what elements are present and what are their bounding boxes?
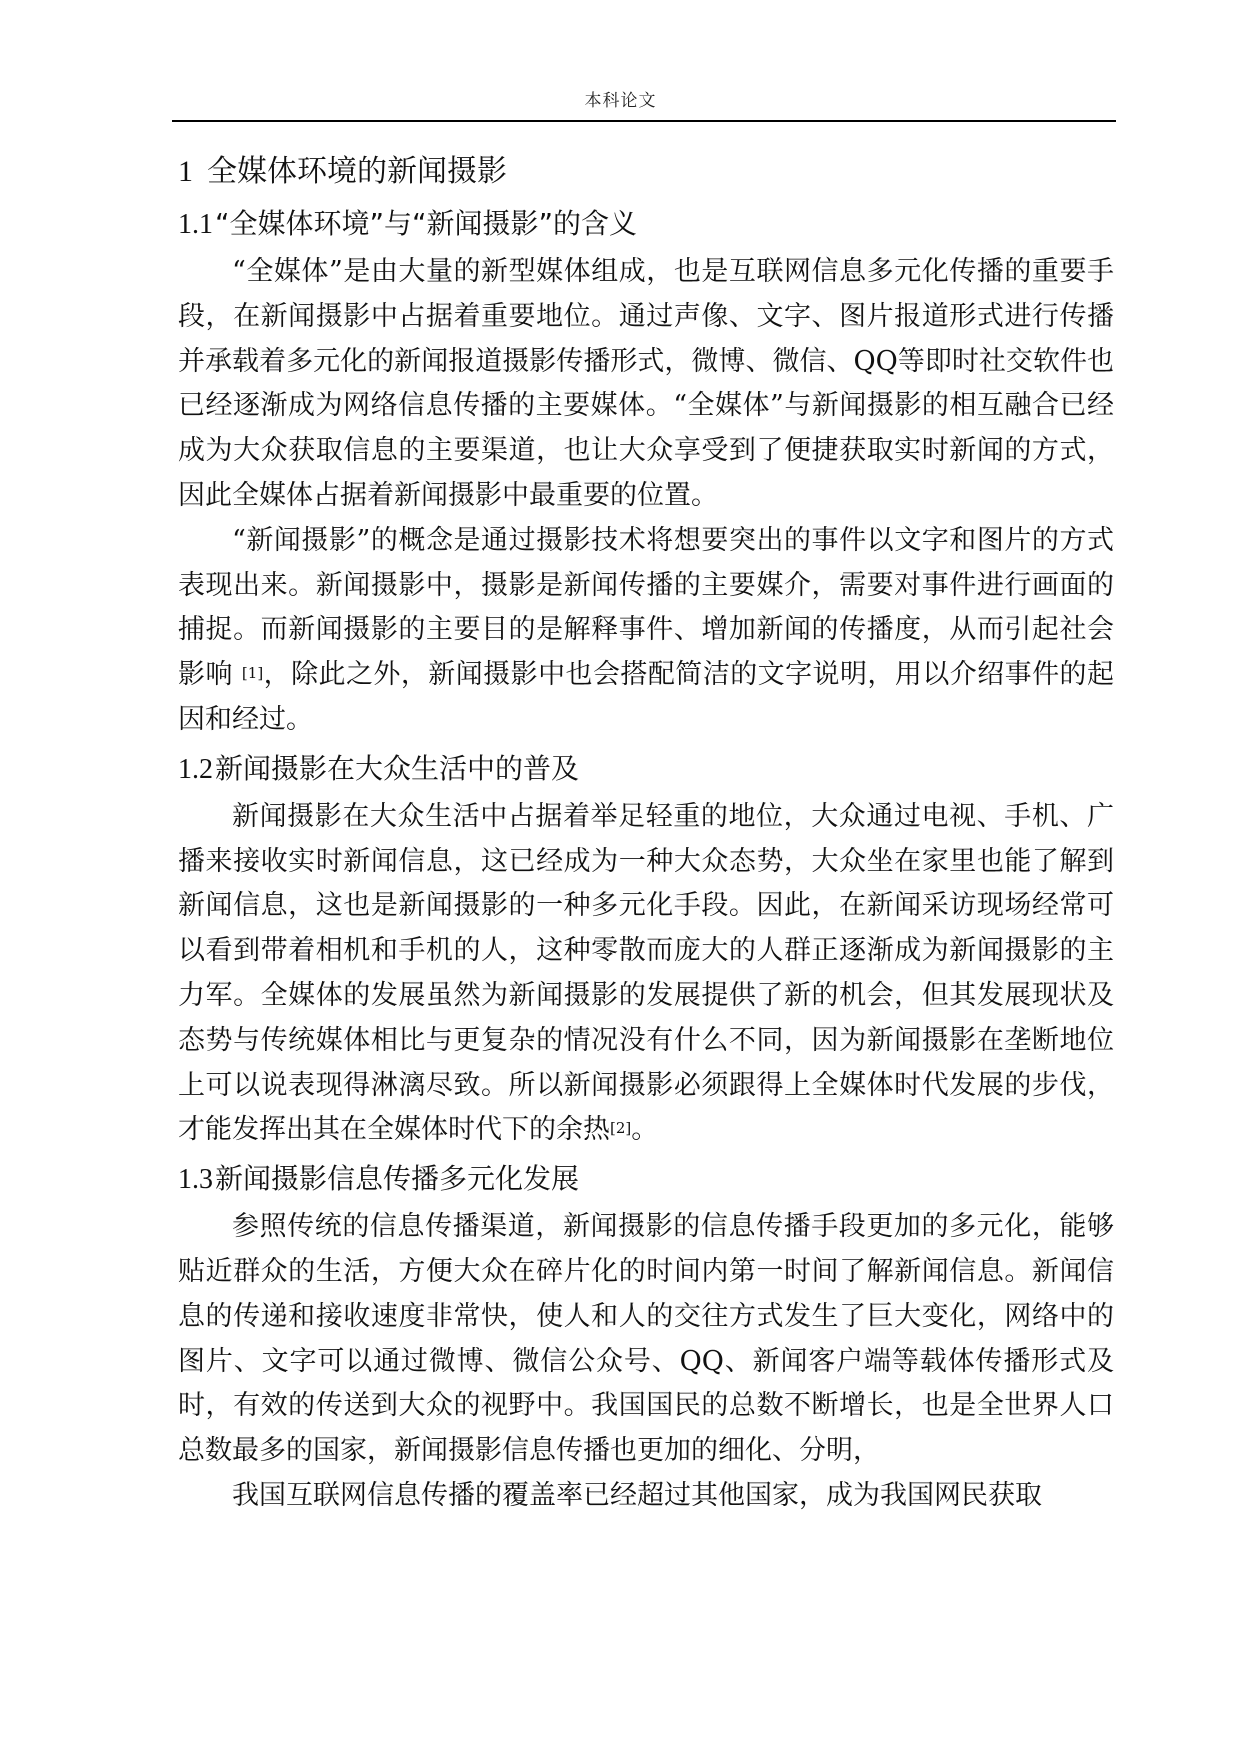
header-rule xyxy=(172,120,1116,122)
section-1-1-paragraph-2-text-a: “新闻摄影”的概念是通过摄影技术将想要突出的事件以文字和图片的方式表现出来。新闻摄影中，摄影是新闻传播的主要媒介，需要对事件进行画面的捕捉。而新闻摄影的主要目的是解释事件、增加新闻的传播度，从而引起社会影响 xyxy=(178,524,1114,691)
section-1-2-title: 新闻摄影在大众生活中的普及 xyxy=(215,751,580,785)
section-1-1-paragraph-1: “全媒体”是由大量的新型媒体组成，也是互联网信息多元化传播的重要手段，在新闻摄影中占据着重要地位。通过声像、文字、图片报道形式进行传播并承载着多元化的新闻报道摄影传播形式，微博、微信、QQ等即时社交软件也已经逐渐成为网络信息传播的主要媒体。“全媒体”与新闻摄影的相互融合已经成为大众获取信息的主要渠道，也让大众享受到了便捷获取实时新闻的方式，因此全媒体占据着新闻摄影中最重要的位置。 xyxy=(178,256,1114,511)
section-1-2-heading xyxy=(178,743,1114,795)
section-1-1-paragraph-2 xyxy=(178,519,1114,743)
section-1-1-paragraph-2-text-b: ，除此之外，新闻摄影中也会搭配简洁的文字说明，用以介绍事件的起因和经过。 xyxy=(178,659,1114,735)
section-1-2-paragraph-1-text-a: 新闻摄影在大众生活中占据着举足轻重的地位，大众通过电视、手机、广播来接收实时新闻信息，这已经成为一种大众态势，大众坐在家里也能了解到新闻信息，这也是新闻摄影的一种多元化手段。因此，在新闻采访现场经常可以看到带着相机和手机的人，这种零散而庞大的人群正逐渐成为新闻摄影的主力军。全媒体的发展虽然为新闻摄影的发展提供了新的机会，但其发展现状及态势与传统媒体相比与更复杂的情况没有什么不同，因为新闻摄影在垄断地位上可以说表现得淋漓尽致。所以新闻摄影必须跟得上全媒体时代发展的步伐，才能发挥出其在全媒体时代下的余热 xyxy=(178,800,1114,1146)
section-1-3-heading xyxy=(178,1153,1114,1205)
section-1-2-paragraph-1-text-b: 。 xyxy=(631,1114,659,1146)
section-1-1-number: 1.1 xyxy=(178,209,213,240)
section-1-1-title: “全媒体环境”与“新闻摄影”的含义 xyxy=(215,207,638,240)
section-1-3-paragraph-2: 我国互联网信息传播的覆盖率已经超过其他国家，成为我国网民获取 xyxy=(232,1479,1042,1511)
section-1-1-heading xyxy=(178,198,1114,250)
citation-1: [1] xyxy=(241,664,264,683)
section-1-3-title: 新闻摄影信息传播多元化发展 xyxy=(215,1162,580,1196)
citation-2: [2] xyxy=(610,1119,632,1138)
section-1-2-number: 1.2 xyxy=(178,753,213,785)
section-1-3-paragraph-1: 参照传统的信息传播渠道，新闻摄影的信息传播手段更加的多元化，能够贴近群众的生活，方便大众在碎片化的时间内第一时间了解新闻信息。新闻信息的传递和接收速度非常快，使人和人的交往方式发生了巨大变化，网络中的图片、文字可以通过微博、微信公众号、QQ、新闻客户端等载体传播形式及时，有效的传送到大众的视野中。我国国民的总数不断增长，也是全世界人口总数最多的国家，新闻摄影信息传播也更加的细化、分明， xyxy=(178,1211,1114,1467)
page-header: 本科论文 xyxy=(584,91,657,111)
page-body xyxy=(178,146,1114,1519)
section-1-2-paragraph-1 xyxy=(178,795,1114,1153)
section-1-title: 全媒体环境的新闻摄影 xyxy=(207,154,507,189)
section-1-heading xyxy=(178,146,1114,198)
section-1-number: 1 xyxy=(178,155,193,188)
section-1-3-number: 1.3 xyxy=(178,1164,213,1196)
